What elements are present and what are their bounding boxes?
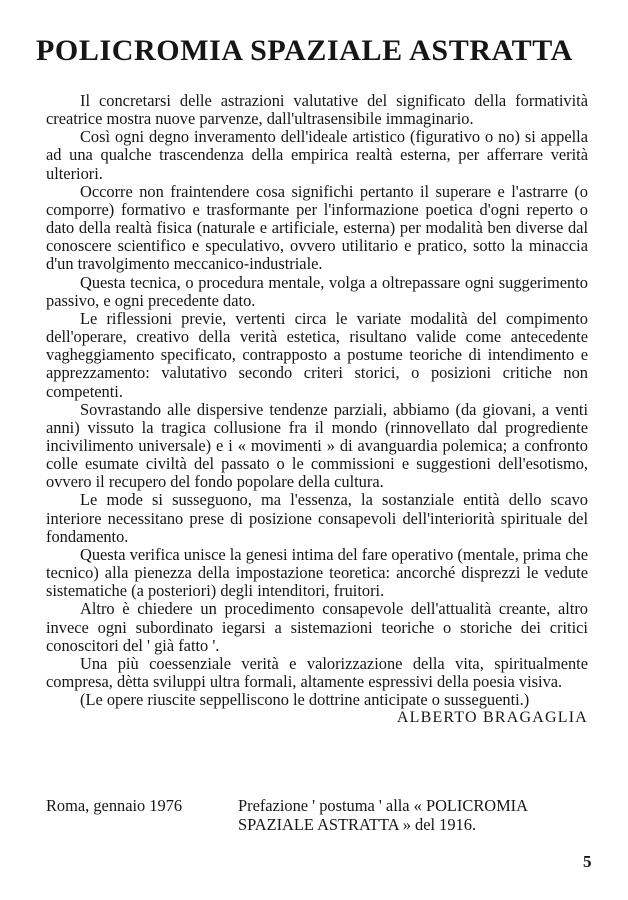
paragraph: Questa tecnica, o procedura mentale, volga a oltrepassare ogni suggerimento passivo, e ogni precedente dato. xyxy=(46,272,588,310)
paragraph: Occorre non fraintendere cosa significhi pertanto il superare e l'astrarre (o comporre) formativo e trasformante per l'informazione poetica d'ogni reperto o dato della realtà fisica (naturale e artificiale, esterna) per modalità ben diverse dal conoscere scientifico e speculativo, ovvero utilitario e pratico, sotto la minaccia d'un travolgimento meccanico-industriale. xyxy=(46,181,588,274)
document-body xyxy=(46,92,588,727)
paragraph: Altro è chiedere un procedimento consapevole dell'attualità creante, altro invece ogni subordinato iegarsi a sistemazioni teoriche o storiche dei critici conoscitori del ' già fatto '. xyxy=(46,599,588,655)
preface-note: Prefazione ' postuma ' alla « POLICROMIA SPAZIALE ASTRATTA » del 1916. xyxy=(238,796,528,834)
paragraph: Così ogni degno inveramento dell'ideale artistico (figurativo o no) si appella ad una qualche trascendenza della empirica realtà esterna, per afferrare verità ulteriori. xyxy=(46,127,588,183)
document-title: POLICROMIA SPAZIALE ASTRATTA xyxy=(36,34,573,67)
paragraph: Una più coessenziale verità e valorizzazione della vita, spiritualmente compresa, dètta sviluppi ultra formali, altamente espressivi della poesia visiva. xyxy=(46,653,588,691)
paragraph: Il concretarsi delle astrazioni valutative del significato della formatività creatrice mostra nuove parvenze, dall'ultrasensibile immaginario. xyxy=(46,91,588,129)
paragraph: Le riflessioni previe, vertenti circa le variate modalità del compimento dell'operare, creativo della verità estetica, risultano valide come antecedente vagheggiamento specificato, contrapposto a postume teoriche di intendimento e apprezzamento: valutativo secondo criteri storici, o posizioni critiche non competenti. xyxy=(46,308,588,401)
paragraph: Sovrastando alle dispersive tendenze parziali, abbiamo (da giovani, a venti anni) vissuto la tragica collusione fra il mondo (rinnovellato dal progrediente incivilimento universale) e i « movimenti » di avanguardia polemica; a confronto colle esumate civiltà del passato o le commissioni e suggestioni dell'esotismo, ovvero il recupero del fondo popolare della cultura. xyxy=(46,399,588,492)
page-number: 5 xyxy=(583,852,592,871)
paragraph: Questa verifica unisce la genesi intima del fare operativo (mentale, prima che tecnico) alla pienezza della impostazione teoretica: ancorché disprezzi le vedute sistematiche (a posteriori) degli intenditori, fruitori. xyxy=(46,544,588,601)
paragraph: (Le opere riuscite seppelliscono le dottrine anticipate o susseguenti.) xyxy=(80,690,530,710)
paragraph: Le mode si susseguono, ma l'essenza, la sostanziale entità dello scavo interiore necessitano prese di posizione consapevoli dell'interiorità spirituale del fondamento. xyxy=(46,490,588,546)
author-signature: ALBERTO BRAGAGLIA xyxy=(396,709,588,727)
place-date: Roma, gennaio 1976 xyxy=(46,796,183,815)
